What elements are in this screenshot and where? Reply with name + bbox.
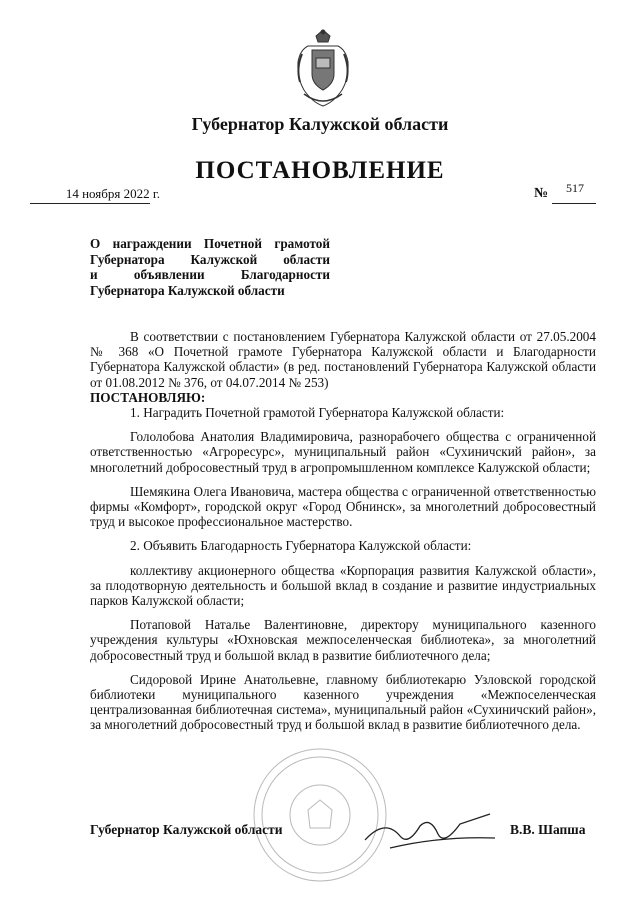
gratitude-paragraph: Потаповой Наталье Валентиновне, директору муниципального казенного учреждения культуры «Юхновская межпоселенческая библиотека», за многолетний добросовестный труд и большой вклад в развитие библиотечного дела;	[90, 617, 596, 663]
subject-line: О награждении Почетной грамотой	[90, 236, 330, 251]
resolve-heading: ПОСТАНОВЛЯЮ:	[90, 389, 206, 405]
signatory-name: В.В. Шапша	[510, 822, 586, 837]
number-underline	[552, 203, 596, 204]
subject-line: Губернатора Калужской области	[90, 282, 285, 298]
handwritten-signature-icon	[360, 808, 500, 858]
document-type-title: ПОСТАНОВЛЕНИЕ	[195, 157, 445, 184]
signatory-position: Губернатор Калужской области	[90, 822, 283, 837]
decree-date: 14 ноября 2022 г.	[65, 186, 160, 201]
decree-number: 517	[566, 181, 584, 195]
date-underline	[30, 203, 150, 204]
issuer-title: Губернатор Калужской области	[191, 114, 449, 134]
award-paragraph: Шемякина Олега Ивановича, мастера общества с ограниченной ответственностью фирмы «Комфорт», городской округ «Город Обнинск», за многолетний добросовестный труд и высокое профессиональное мастерство.	[90, 483, 596, 530]
gratitude-paragraph: Сидоровой Ирине Анатольевне, главному библиотекарю Узловской городской библиотеки муниципального казенного учреждения «Межпоселенческая централизованная библиотечная система», муниципальный район «Сухиничский район», за многолетний добросовестный труд и большой вклад в развитие библиотечного дела.	[90, 671, 596, 733]
item-2-heading: 2. Объявить Благодарность Губернатора Калужской области:	[130, 538, 472, 554]
item-1-heading: 1. Наградить Почетной грамотой Губернатора Калужской области:	[130, 405, 505, 421]
award-paragraph: Гололобова Анатолия Владимировича, разнорабочего общества с ограниченной ответственностью «Агроресурс», муниципальный район «Сухиничский район», за многолетний добросовестный труд в агропромышленном комплексе Калужской области;	[90, 429, 596, 475]
gratitude-paragraph: коллективу акционерного общества «Корпорация развития Калужской области», за плодотворную деятельность и большой вклад в создание и развитие индустриальных парков Калужской области;	[90, 562, 596, 609]
number-label: №	[534, 186, 549, 201]
decree-subject	[90, 236, 330, 298]
preamble-paragraph: В соответствии с постановлением Губернатора Калужской области от 27.05.2004 № 368 «О Почетной грамоте Губернатора Калужской области и Благодарности Губернатора Калужской области» (в ред. постановлений Губернатора Калужской области от 01.08.2012 № 376, от 04.07.2014 № 253)	[90, 329, 596, 390]
decree-body	[90, 329, 596, 733]
subject-line: и объявлении Благодарности	[90, 267, 330, 282]
subject-line: Губернатора Калужской области	[90, 251, 330, 267]
coat-of-arms-icon	[294, 28, 352, 110]
